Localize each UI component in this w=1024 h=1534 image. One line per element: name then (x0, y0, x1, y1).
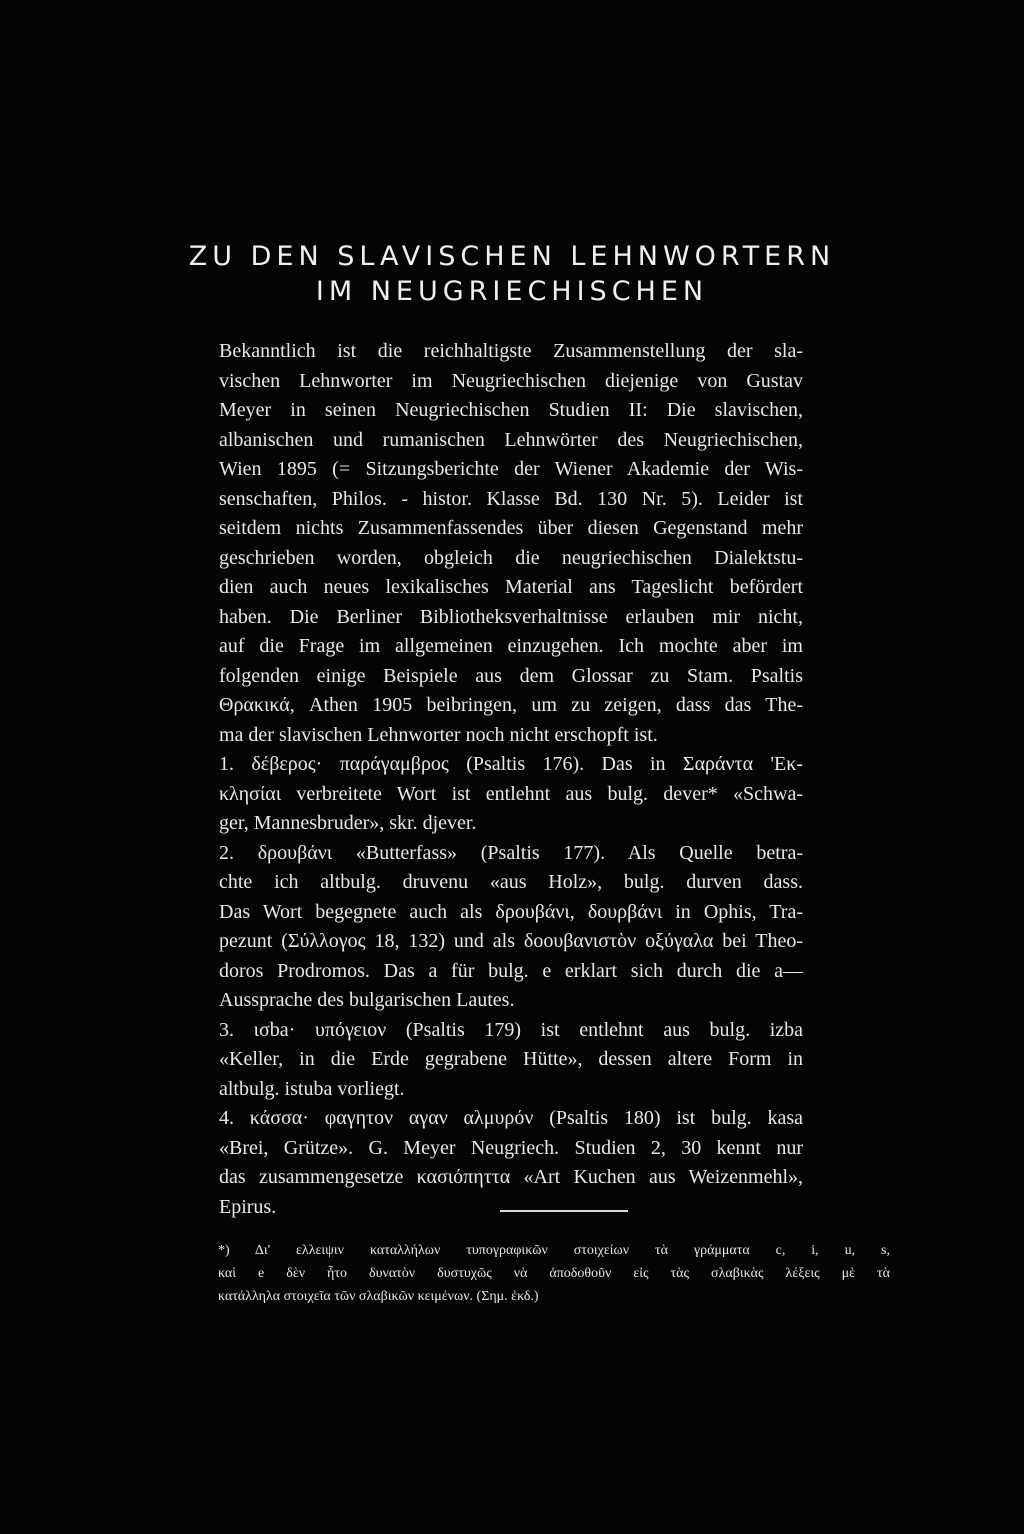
body-line: doros Prodromos. Das a für bulg. e erklart sich durch die a— (219, 960, 803, 982)
body-line: chte ich altbulg. druvenu «aus Holz», bulg. durven dass. (219, 871, 803, 893)
body-line: ma der slavischen Lehnworter noch nicht erschopft ist. (219, 724, 658, 746)
body-line: Meyer in seinen Neugriechischen Studien II: Die slavischen, (219, 399, 803, 421)
article-title-line-1: ZU DEN SLAVISCHEN LEHNWORTERN (188, 241, 836, 272)
body-line: altbulg. istuba vorliegt. (219, 1078, 405, 1100)
footnote-line: καὶ e δὲν ἦτο δυνατὸν δυστυχῶς νὰ ἀποδοθοῦν εἰς τὰς σλαβικὰς λέξεις μὲ τὰ (218, 1266, 890, 1281)
body-line: κλησίαι verbreitete Wort ist entlehnt aus bulg. dever* «Schwa- (219, 783, 803, 805)
body-line: Das Wort begegnete auch als δρουβάνι, δουρβάνι in Ophis, Tra- (219, 901, 803, 923)
body-line: «Keller, in die Erde gegrabene Hütte», dessen altere Form in (219, 1048, 803, 1070)
body-line: seitdem nichts Zusammenfassendes über diesen Gegenstand mehr (219, 517, 803, 539)
body-line: Bekanntlich ist die reichhaltigste Zusammenstellung der sla- (219, 340, 803, 362)
body-line: Epirus. (219, 1196, 277, 1218)
body-line: 1. δέβερος· παράγαμβρος (Psaltis 176). Das in Σαράντα 'Εκ- (219, 753, 803, 775)
body-line: pezunt (Σύλλογος 18, 132) und als δοουβανιστὸν οξύγαλα bei Theo- (219, 930, 803, 952)
footnote-line: *) Δι' ελλειψιν καταλλήλων τυπογραφικῶν στοιχείων τὰ γράμματα c, i, u, s, (218, 1243, 890, 1258)
body-line: dien auch neues lexikalisches Material ans Tageslicht befördert (219, 576, 803, 598)
body-line: auf die Frage im allgemeinen einzugehen. Ich mochte aber im (219, 635, 803, 657)
body-line: Aussprache des bulgarischen Lautes. (219, 989, 515, 1011)
article-title-line-2: IM NEUGRIECHISCHEN (315, 276, 709, 307)
footnote-rule (500, 1210, 628, 1212)
body-line: geschrieben worden, obgleich die neugriechischen Dialektstu- (219, 547, 803, 569)
body-line: Θρακικά, Athen 1905 beibringen, um zu zeigen, dass das The- (219, 694, 803, 716)
body-line: das zusammengesetze κασιόπηττα «Art Kuchen aus Weizenmehl», (219, 1166, 803, 1188)
body-line: senschaften, Philos. - histor. Klasse Bd. 130 Nr. 5). Leider ist (219, 488, 803, 510)
footnote-line: κατάλληλα στοιχεῖα τῶν σλαβικῶν κειμένων. (Σημ. ἐκδ.) (218, 1289, 539, 1304)
body-line: Wien 1895 (= Sitzungsberichte der Wiener Akademie der Wis- (219, 458, 803, 480)
body-line: 2. δρουβάνι «Butterfass» (Psaltis 177). Als Quelle betra- (219, 842, 803, 864)
body-line: vischen Lehnworter im Neugriechischen diejenige von Gustav (219, 370, 803, 392)
body-line: 3. ισba· υπόγειον (Psaltis 179) ist entlehnt aus bulg. izba (219, 1019, 803, 1041)
body-line: folgenden einige Beispiele aus dem Glossar zu Stam. Psaltis (219, 665, 803, 687)
body-line: haben. Die Berliner Bibliotheksverhaltnisse erlauben mir nicht, (219, 606, 803, 628)
body-line: ger, Mannesbruder», skr. djever. (219, 812, 477, 834)
body-line: 4. κάσσα· φαγητον αγαν αλμυρόν (Psaltis 180) ist bulg. kasa (219, 1107, 803, 1129)
body-line: «Brei, Grütze». G. Meyer Neugriech. Studien 2, 30 kennt nur (219, 1137, 803, 1159)
body-line: albanischen und rumanischen Lehnwörter des Neugriechischen, (219, 429, 803, 451)
